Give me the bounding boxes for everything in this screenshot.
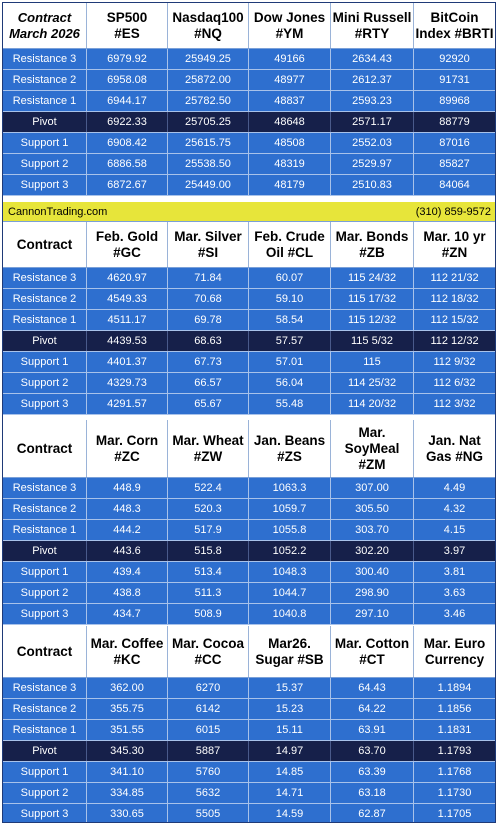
value-cell: 515.8 [168, 541, 249, 561]
table-row-support-3 [3, 175, 495, 196]
value-cell: 1044.7 [249, 583, 331, 603]
header-label: Currency [424, 651, 485, 667]
softs-currency-table [3, 626, 495, 823]
instrument-header [331, 3, 414, 48]
row-label: Pivot [3, 331, 87, 351]
row-label: Resistance 3 [3, 678, 87, 698]
instrument-header [249, 3, 331, 48]
value-cell: 6872.67 [87, 175, 168, 195]
value-cell: 298.90 [331, 583, 414, 603]
value-cell: 5632 [168, 783, 249, 803]
value-cell: 448.3 [87, 499, 168, 519]
value-cell: 6944.17 [87, 91, 168, 111]
value-cell: 70.68 [168, 289, 249, 309]
value-cell: 63.70 [331, 741, 414, 761]
value-cell: 307.00 [331, 478, 414, 498]
value-cell: 2634.43 [331, 49, 414, 69]
value-cell: 517.9 [168, 520, 249, 540]
value-cell: 3.97 [443, 545, 466, 557]
value-cell: 14.71 [249, 783, 331, 803]
header-label: Gas #NG [425, 448, 484, 464]
value-cell: 14.97 [249, 741, 331, 761]
value-cell: 341.10 [87, 762, 168, 782]
table-row-pivot [3, 112, 495, 133]
row-label: Resistance 1 [3, 310, 87, 330]
value-cell: 25872.00 [168, 70, 249, 90]
value-cell: 6958.08 [87, 70, 168, 90]
value-cell: 1.1730 [437, 787, 472, 799]
header-label: Mar. Wheat [172, 432, 244, 448]
value-cell: 1.1894 [437, 682, 472, 694]
table-row-support-1 [3, 562, 495, 583]
value-cell: 64.43 [331, 678, 414, 698]
instrument-header [331, 420, 414, 477]
table-row-resistance-2 [3, 70, 495, 91]
value-cell: 4329.73 [87, 373, 168, 393]
header-label: #ZN [441, 244, 468, 260]
table-row-support-3 [3, 394, 495, 415]
value-cell: 3.63 [443, 587, 466, 599]
table-row-support-2 [3, 154, 495, 175]
table-row-resistance-1 [3, 720, 495, 741]
header-label: Mar. Bonds [335, 228, 409, 244]
row-label: Resistance 2 [3, 70, 87, 90]
value-cell: 89968 [439, 95, 470, 107]
value-cell: 14.85 [249, 762, 331, 782]
value-cell: 351.55 [87, 720, 168, 740]
header-label: Mar. Cotton [334, 635, 410, 651]
instrument-header [87, 222, 168, 267]
header-label: Mar. Euro [423, 635, 486, 651]
row-label: Support 3 [3, 175, 87, 195]
instrument-header [331, 222, 414, 267]
row-label: Pivot [3, 741, 87, 761]
value-cell: 6015 [168, 720, 249, 740]
header-label: Sugar #SB [255, 651, 324, 667]
value-cell: 297.10 [331, 604, 414, 624]
instrument-header [168, 3, 249, 48]
header-label: #YM [275, 25, 304, 41]
table-row-support-3 [3, 804, 495, 823]
table-row-support-1 [3, 352, 495, 373]
value-cell: 63.91 [331, 720, 414, 740]
header-label: SoyMeal [344, 440, 400, 456]
value-cell: 4.15 [443, 524, 466, 536]
value-cell: 444.2 [87, 520, 168, 540]
table-row-resistance-3 [3, 268, 495, 289]
table-row-support-2 [3, 583, 495, 604]
header-label: #ES [114, 25, 140, 41]
header-label: Mar26. [268, 635, 311, 651]
instrument-header [87, 420, 168, 477]
site-name: CannonTrading.com [8, 205, 108, 218]
value-cell: 1063.3 [249, 478, 331, 498]
value-cell: 59.10 [249, 289, 331, 309]
value-cell: 92920 [439, 53, 470, 65]
value-cell: 513.4 [168, 562, 249, 582]
contact-bar [3, 202, 495, 222]
value-cell: 114 25/32 [331, 373, 414, 393]
row-label: Pivot [3, 541, 87, 561]
row-label: Resistance 1 [3, 91, 87, 111]
table-row-resistance-1 [3, 520, 495, 541]
contract-header [3, 222, 87, 267]
value-cell: 443.6 [87, 541, 168, 561]
row-label: Support 3 [3, 604, 87, 624]
header-row [3, 420, 495, 478]
row-label: Support 1 [3, 133, 87, 153]
header-label: Mar. Cocoa [171, 635, 245, 651]
value-cell: 330.65 [87, 804, 168, 823]
header-label: Feb. Gold [95, 228, 159, 244]
value-cell: 63.39 [331, 762, 414, 782]
value-cell: 67.73 [168, 352, 249, 372]
contract-header [3, 420, 87, 477]
header-label: Contract [17, 9, 72, 25]
value-cell: 63.18 [331, 783, 414, 803]
header-label: Contract [16, 236, 73, 252]
instrument-header [414, 626, 495, 677]
table-row-support-1 [3, 762, 495, 783]
instrument-header [414, 420, 495, 477]
header-label: #CT [359, 651, 385, 667]
header-label: Mar. [358, 424, 386, 440]
table-row-pivot [3, 331, 495, 352]
value-cell: 115 17/32 [331, 289, 414, 309]
row-label: Support 1 [3, 562, 87, 582]
value-cell: 114 20/32 [331, 394, 414, 414]
value-cell: 2510.83 [331, 175, 414, 195]
value-cell: 48648 [249, 112, 331, 132]
table-row-resistance-2 [3, 699, 495, 720]
value-cell: 4549.33 [87, 289, 168, 309]
value-cell: 302.20 [331, 541, 414, 561]
value-cell: 1048.3 [249, 562, 331, 582]
value-cell: 62.87 [331, 804, 414, 823]
value-cell: 57.57 [249, 331, 331, 351]
instrument-header [249, 626, 331, 677]
value-cell: 48977 [249, 70, 331, 90]
value-cell: 1.1793 [437, 745, 472, 757]
grains-energy-table [3, 420, 495, 625]
table-row-support-2 [3, 783, 495, 804]
row-label: Resistance 2 [3, 699, 87, 719]
header-label: #ZB [359, 244, 385, 260]
header-label: #ZS [277, 448, 302, 464]
value-cell: 1052.2 [249, 541, 331, 561]
value-cell: 511.3 [168, 583, 249, 603]
value-cell: 1059.7 [249, 499, 331, 519]
header-label: Mar. Corn [95, 432, 159, 448]
value-cell: 439.4 [87, 562, 168, 582]
header-label: #ZM [358, 456, 386, 472]
value-cell: 2529.97 [331, 154, 414, 174]
value-cell: 71.84 [168, 268, 249, 288]
metals-energy-rates-table [3, 222, 495, 415]
table-row-resistance-2 [3, 499, 495, 520]
value-cell: 64.22 [331, 699, 414, 719]
instrument-header [414, 222, 495, 267]
table-row-support-1 [3, 133, 495, 154]
row-label: Support 2 [3, 373, 87, 393]
instrument-header [249, 420, 331, 477]
value-cell: 58.54 [249, 310, 331, 330]
value-cell: 6886.58 [87, 154, 168, 174]
instrument-header [87, 626, 168, 677]
value-cell: 112 12/32 [430, 335, 479, 347]
value-cell: 4620.97 [87, 268, 168, 288]
header-label: #RTY [354, 25, 390, 41]
value-cell: 112 21/32 [430, 272, 479, 284]
value-cell: 6922.33 [87, 112, 168, 132]
header-label: BitCoin [430, 9, 479, 25]
value-cell: 25705.25 [168, 112, 249, 132]
value-cell: 448.9 [87, 478, 168, 498]
value-cell: 1.1831 [437, 724, 472, 736]
table-row-resistance-1 [3, 91, 495, 112]
value-cell: 3.81 [443, 566, 466, 578]
row-label: Support 2 [3, 583, 87, 603]
header-row [3, 626, 495, 678]
value-cell: 2593.23 [331, 91, 414, 111]
value-cell: 2571.17 [331, 112, 414, 132]
value-cell: 6908.42 [87, 133, 168, 153]
pivot-levels-frame [2, 2, 496, 823]
value-cell: 5505 [168, 804, 249, 823]
table-row-support-2 [3, 373, 495, 394]
value-cell: 305.50 [331, 499, 414, 519]
value-cell: 57.01 [249, 352, 331, 372]
value-cell: 15.37 [249, 678, 331, 698]
table-row-pivot [3, 541, 495, 562]
value-cell: 115 12/32 [331, 310, 414, 330]
value-cell: 91731 [439, 74, 470, 86]
value-cell: 15.11 [249, 720, 331, 740]
row-label: Support 1 [3, 352, 87, 372]
header-label: Jan. Nat [428, 432, 481, 448]
table-row-resistance-1 [3, 310, 495, 331]
value-cell: 1055.8 [249, 520, 331, 540]
value-cell: 438.8 [87, 583, 168, 603]
value-cell: 5760 [168, 762, 249, 782]
value-cell: 434.7 [87, 604, 168, 624]
value-cell: 4.49 [443, 482, 466, 494]
header-label: #CC [194, 651, 222, 667]
header-label: Index #BRTI [415, 25, 494, 41]
value-cell: 4.32 [443, 503, 466, 515]
row-label: Resistance 3 [3, 49, 87, 69]
value-cell: 112 3/32 [433, 398, 476, 410]
value-cell: 1.1705 [437, 808, 472, 820]
value-cell: 65.67 [168, 394, 249, 414]
value-cell: 6270 [168, 678, 249, 698]
value-cell: 345.30 [87, 741, 168, 761]
header-label: #ZC [114, 448, 140, 464]
header-label: SP500 [106, 9, 148, 25]
value-cell: 303.70 [331, 520, 414, 540]
value-cell: 1040.8 [249, 604, 331, 624]
header-row [3, 222, 495, 268]
value-cell: 522.4 [168, 478, 249, 498]
row-label: Resistance 2 [3, 499, 87, 519]
row-label: Support 3 [3, 804, 87, 823]
value-cell: 55.48 [249, 394, 331, 414]
value-cell: 25449.00 [168, 175, 249, 195]
value-cell: 4291.57 [87, 394, 168, 414]
table-row-pivot [3, 741, 495, 762]
value-cell: 6142 [168, 699, 249, 719]
table-row-resistance-3 [3, 678, 495, 699]
header-label: Mar. Silver [174, 228, 242, 244]
row-label: Support 2 [3, 154, 87, 174]
header-label: #SI [197, 244, 219, 260]
row-label: Resistance 1 [3, 520, 87, 540]
value-cell: 112 15/32 [430, 314, 479, 326]
instrument-header [331, 626, 414, 677]
value-cell: 25538.50 [168, 154, 249, 174]
header-label: Nasdaq100 [172, 9, 244, 25]
table-row-resistance-3 [3, 478, 495, 499]
value-cell: 68.63 [168, 331, 249, 351]
header-label: Feb. Crude [254, 228, 325, 244]
header-label: #ZW [193, 448, 223, 464]
header-row [3, 3, 495, 49]
value-cell: 334.85 [87, 783, 168, 803]
instrument-header [87, 3, 168, 48]
header-label: Contract [16, 643, 73, 659]
row-label: Support 1 [3, 762, 87, 782]
value-cell: 14.59 [249, 804, 331, 823]
value-cell: 48508 [249, 133, 331, 153]
value-cell: 115 5/32 [331, 331, 414, 351]
value-cell: 112 18/32 [430, 293, 479, 305]
value-cell: 4439.53 [87, 331, 168, 351]
value-cell: 66.57 [168, 373, 249, 393]
instrument-header [168, 222, 249, 267]
value-cell: 115 24/32 [331, 268, 414, 288]
value-cell: 520.3 [168, 499, 249, 519]
header-label: #GC [113, 244, 141, 260]
header-label: Dow Jones [253, 9, 326, 25]
value-cell: 2552.03 [331, 133, 414, 153]
value-cell: 48319 [249, 154, 331, 174]
value-cell: 84064 [439, 179, 470, 191]
table-row-resistance-2 [3, 289, 495, 310]
value-cell: 25949.25 [168, 49, 249, 69]
value-cell: 2612.37 [331, 70, 414, 90]
value-cell: 3.46 [443, 608, 466, 620]
value-cell: 1.1768 [437, 766, 472, 778]
header-label: Jan. Beans [253, 432, 326, 448]
row-label: Support 3 [3, 394, 87, 414]
value-cell: 6979.92 [87, 49, 168, 69]
value-cell: 69.78 [168, 310, 249, 330]
phone-number: (310) 859-9572 [415, 205, 491, 218]
table-row-support-3 [3, 604, 495, 625]
header-label: March 2026 [9, 25, 80, 41]
value-cell: 48837 [249, 91, 331, 111]
value-cell: 112 6/32 [433, 377, 476, 389]
value-cell: 4401.37 [87, 352, 168, 372]
value-cell: 508.9 [168, 604, 249, 624]
value-cell: 48179 [249, 175, 331, 195]
table-row-resistance-3 [3, 49, 495, 70]
row-label: Resistance 3 [3, 268, 87, 288]
value-cell: 362.00 [87, 678, 168, 698]
value-cell: 60.07 [249, 268, 331, 288]
row-label: Pivot [3, 112, 87, 132]
value-cell: 56.04 [249, 373, 331, 393]
instrument-header [168, 626, 249, 677]
header-label: Mar. Coffee [90, 635, 164, 651]
instrument-header [249, 222, 331, 267]
equity-index-table [3, 3, 495, 196]
row-label: Resistance 1 [3, 720, 87, 740]
value-cell: 25782.50 [168, 91, 249, 111]
value-cell: 88779 [439, 116, 470, 128]
header-label: #NQ [194, 25, 222, 41]
header-label: Oil #CL [265, 244, 314, 260]
value-cell: 355.75 [87, 699, 168, 719]
instrument-header [168, 420, 249, 477]
value-cell: 4511.17 [87, 310, 168, 330]
header-label: Mini Russell [332, 9, 412, 25]
value-cell: 85827 [439, 158, 470, 170]
value-cell: 87016 [439, 137, 470, 149]
value-cell: 25615.75 [168, 133, 249, 153]
header-label: #KC [113, 651, 141, 667]
header-label: Mar. 10 yr [423, 228, 486, 244]
value-cell: 49166 [249, 49, 331, 69]
value-cell: 300.40 [331, 562, 414, 582]
row-label: Resistance 3 [3, 478, 87, 498]
header-label: Contract [16, 440, 73, 456]
value-cell: 15.23 [249, 699, 331, 719]
value-cell: 1.1856 [437, 703, 472, 715]
contract-header [3, 3, 87, 48]
value-cell: 112 9/32 [433, 356, 476, 368]
value-cell: 115 [331, 352, 414, 372]
instrument-header [414, 3, 495, 48]
value-cell: 5887 [168, 741, 249, 761]
row-label: Support 2 [3, 783, 87, 803]
contract-header [3, 626, 87, 677]
row-label: Resistance 2 [3, 289, 87, 309]
